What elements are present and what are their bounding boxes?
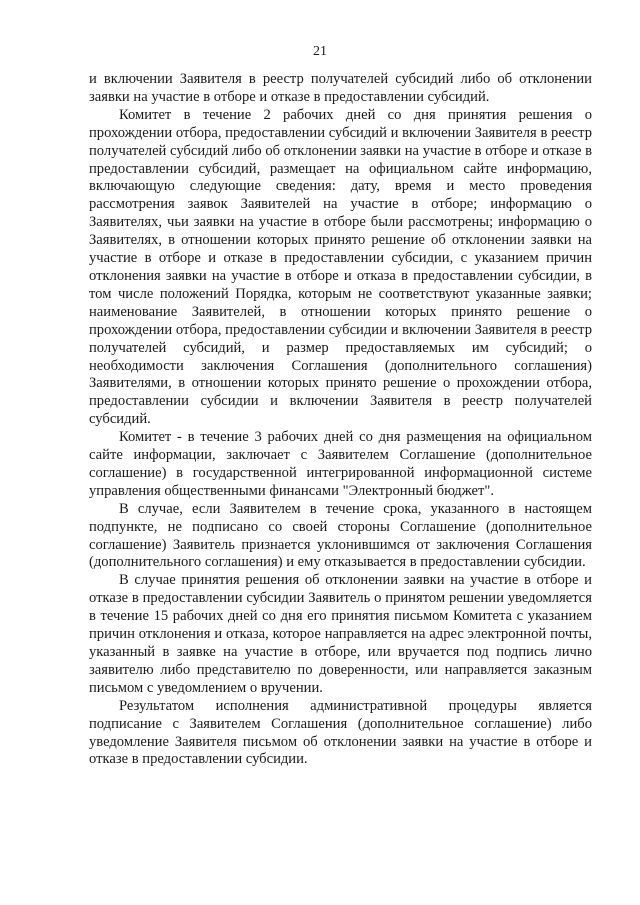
paragraph-continuation: и включении Заявителя в реестр получателей субсидий либо об отклонении заявки на участие в отборе и отказе в предоставлении субсидий. bbox=[89, 71, 592, 105]
paragraph-committee-agreement: Комитет - в течение 3 рабочих дней со дня размещения на официальном сайте информации, заключает с Заявителем Соглашение (дополнительное соглашение) в государственной интегрированной информационной системе управления общественными финансами "Электронный бюджет". bbox=[89, 429, 592, 499]
document-body bbox=[89, 71, 592, 769]
paragraph-procedure-result: Результатом исполнения административной процедуры является подписание с Заявителем Соглашения (дополнительное соглашение) либо уведомление Заявителя письмом об отклонении заявки на участие в отборе и отказе в предоставлении субсидии. bbox=[89, 697, 592, 768]
paragraph-committee-publication: Комитет в течение 2 рабочих дней со дня принятия решения о прохождении отбора, предоставлении субсидий и включении Заявителя в реестр получателей субсидий либо об отклонении заявки на участие в отборе и отказе в предоставлении субсидий, размещает на официальном сайте информацию, включающую следующие сведения: дату, время и место проведения рассмотрения заявок Заявителей на участие в отборе; информацию о Заявителях, чьи заявки на участие в отборе были рассмотрены; информацию о Заявителях, в отношении которых принято решение об отклонении заявки на участие в отборе и отказе в предоставлении субсидии, с указанием причин отклонения заявки на участие в отборе и отказа в предоставлении субсидии, в том числе положений Порядка, которым не соответствуют указанные заявки; наименование Заявителей, в отношении которых принято решение о прохождении отбора, предоставлении субсидии и включении Заявителя в реестр получателей субсидий, и размер предоставляемых им субсидий; о необходимости заключения Соглашения (дополнительного соглашения) Заявителями, в отношении которых принято решение о прохождении отбора, предоставлении субсидии и включении Заявителя в реестр получателей субсидий. bbox=[89, 106, 592, 428]
page-number: 21 bbox=[313, 44, 327, 59]
paragraph-rejection-notice: В случае принятия решения об отклонении заявки на участие в отборе и отказе в предоставлении субсидии Заявитель о принятом решении уведомляется в течение 15 рабочих дней со дня его принятия письмом Комитета с указанием причин отклонения и отказа, которое направляется на адрес электронной почты, указанный в заявке на участие в отборе, или вручается под подпись лично заявителю либо представителю по доверенности, или направляется заказным письмом с уведомлением о вручении. bbox=[89, 572, 592, 696]
paragraph-applicant-evasion: В случае, если Заявителем в течение срока, указанного в настоящем подпункте, не подписано со своей стороны Соглашение (дополнительное соглашение) Заявитель признается уклонившимся от заключения Соглашения (дополнительного соглашения) и ему отказывается в предоставлении субсидии. bbox=[89, 500, 592, 571]
